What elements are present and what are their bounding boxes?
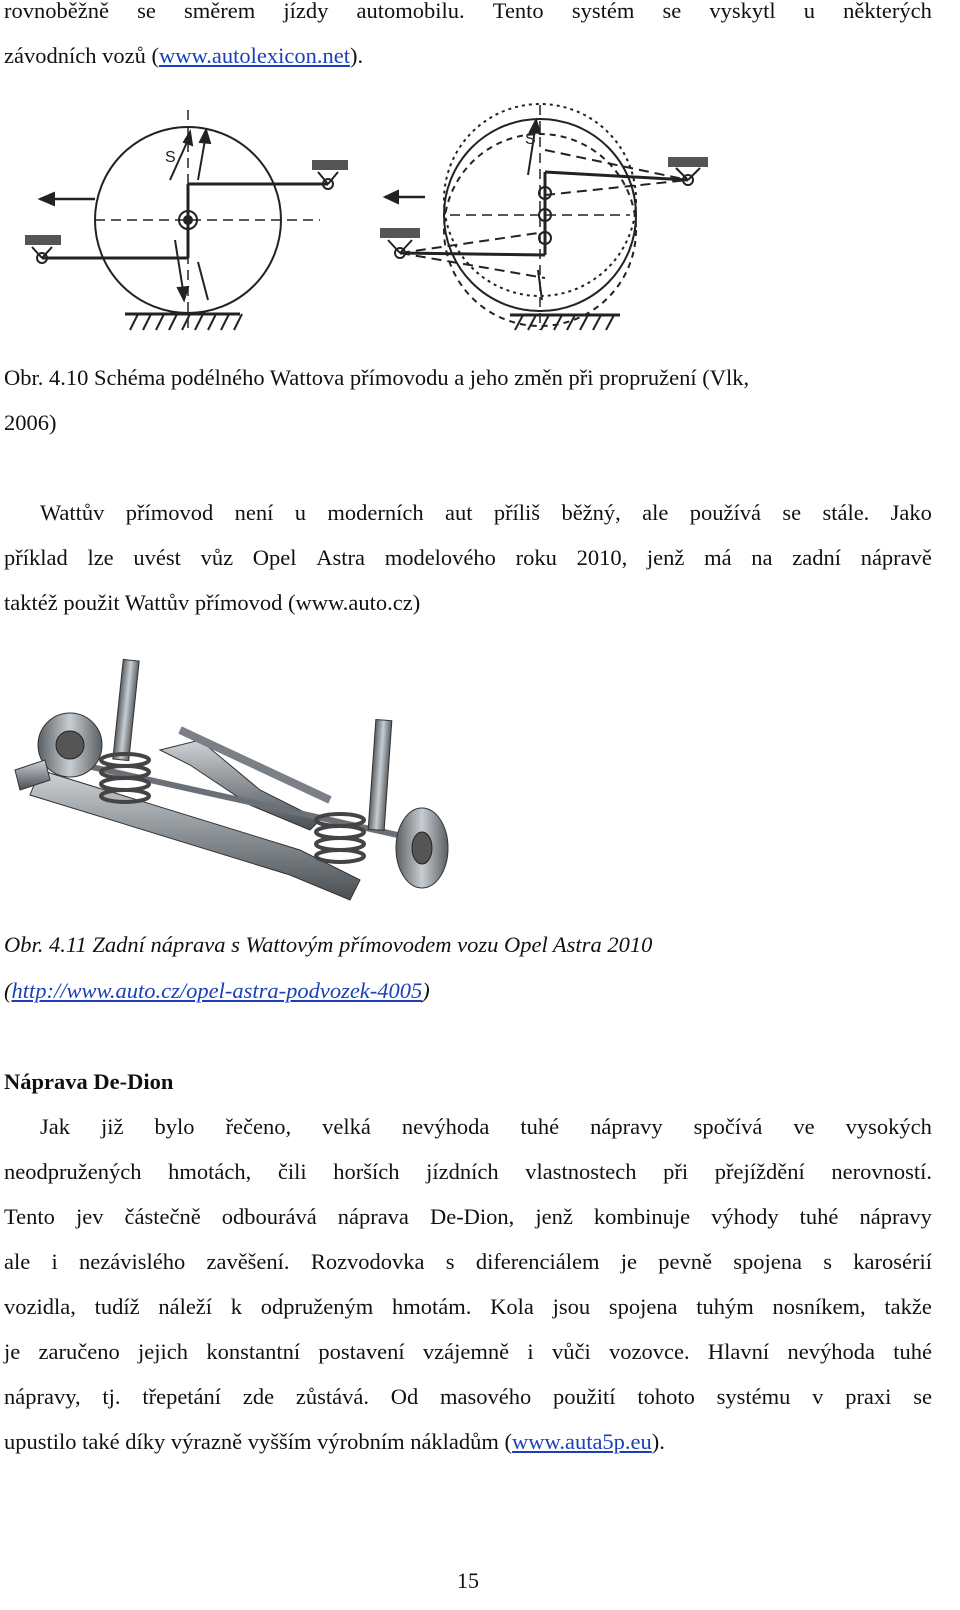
word: automobilu. [356,0,465,23]
word: konstantní [206,1339,301,1364]
page-number: 15 [457,1568,479,1593]
word: použití [553,1384,616,1409]
word: některých [843,0,932,23]
word: u [803,0,816,23]
word: náleží [158,1294,213,1319]
word: Astra [316,545,365,570]
word: tuhé [520,1114,560,1139]
word: nápravy [590,1114,663,1139]
word: ale [642,500,669,525]
word: zavěšení. [206,1249,290,1274]
autolexicon-link[interactable]: www.autolexicon.net [158,43,350,68]
word: přímovod [125,500,214,525]
watt-linkage-diagram [0,80,960,350]
word: praxi [845,1384,892,1409]
word: spojena [608,1294,678,1319]
word: používá [689,500,761,525]
section-last-text: upustilo také díky výrazně vyšším výrobním nákladům ( [4,1429,513,1454]
word: zaručeno [38,1339,120,1364]
word: třepetání [142,1384,222,1409]
word: se [782,500,802,525]
word: diferenciálem [475,1249,600,1274]
label-s-right: S [525,131,536,148]
word: systému [716,1384,791,1409]
section-line-2 [4,1157,932,1187]
word: spojena [733,1249,802,1274]
word: i [51,1249,58,1274]
word: Kola [490,1294,534,1319]
word: roku [515,545,557,570]
intro-line-1 [4,0,932,26]
word: tuhé [799,1204,839,1229]
word: vozidla, [4,1294,76,1319]
word: vzájemně [422,1339,510,1364]
word: čili [277,1159,307,1184]
word: příliš [493,500,541,525]
word: hmotám. [391,1294,472,1319]
word: ve [793,1114,815,1139]
word: ale [4,1249,31,1274]
word: nezávislého [79,1249,186,1274]
word: tj. [102,1384,121,1409]
word: nápravy [859,1204,932,1229]
word: náprava [337,1204,409,1229]
word: výhody [711,1204,779,1229]
word: Rozvodovka [310,1249,425,1274]
word: zde [242,1384,275,1409]
word: moderních [327,500,424,525]
section-line-8 [4,1427,932,1457]
word: nápravy, [4,1384,81,1409]
word: uvést [133,545,181,570]
word: masového [440,1384,532,1409]
word: již [101,1114,124,1139]
para1-line-2 [4,543,932,573]
word: lze [87,545,114,570]
section-line-5 [4,1292,932,1322]
word: Hlavní [707,1339,770,1364]
word: Wattův [40,500,105,525]
word: pevně [658,1249,712,1274]
word: velká [322,1114,371,1139]
word: má [704,545,732,570]
word: De-Dion, [429,1204,515,1229]
word: v [812,1384,824,1409]
intro-text-end: ). [349,43,364,68]
word: je [4,1339,21,1364]
word: tohoto [637,1384,695,1409]
word: spočívá [693,1114,763,1139]
word: kombinuje [593,1204,691,1229]
word: odbourává [221,1204,317,1229]
word: jízdních [426,1159,499,1184]
word: k [230,1294,243,1319]
word: přejíždění [714,1159,805,1184]
section-line-7 [4,1382,932,1412]
word: vůz [200,545,234,570]
word: Tento [492,0,544,23]
word: běžný, [561,500,621,525]
word: nevýhoda [401,1114,490,1139]
word: takže [884,1294,932,1319]
intro-text: závodních vozů ( [4,43,159,68]
word: není [234,500,274,525]
word: neodpružených [4,1159,142,1184]
word: bylo [154,1114,195,1139]
word: aut [444,500,473,525]
word: jenž [535,1204,573,1229]
word: stále. [822,500,870,525]
word: tuhé [893,1339,932,1364]
word: jsou [552,1294,591,1319]
word: řečeno, [225,1114,292,1139]
word: horších [333,1159,400,1184]
opel-astra-rear-axle-image [0,650,470,910]
word: vozovce. [609,1339,690,1364]
figure2-caption-line-2 [4,976,932,1006]
word: jejich [138,1339,189,1364]
word: na [751,545,773,570]
word: Opel [252,545,297,570]
word: vůči [551,1339,591,1364]
word: i [527,1339,534,1364]
label-s-left: S [165,149,176,166]
word: nosníkem, [772,1294,866,1319]
caption-paren-open: ( [4,978,12,1003]
word: hmotách, [168,1159,252,1184]
word: u [294,500,307,525]
word: nerovností. [831,1159,932,1184]
word: modelového [384,545,496,570]
word: se [662,0,682,23]
word: rovnoběžně [4,0,109,23]
para1-line-3: taktéž použit Wattův přímovod (www.auto.cz) [4,590,421,615]
figure1-caption-line-2: 2006) [4,410,57,435]
word: Tento [4,1204,55,1229]
intro-line-2 [4,41,932,71]
word: Jako [890,500,932,525]
word: jenž [646,545,685,570]
word: postavení [318,1339,405,1364]
section-line-1 [40,1112,932,1142]
word: odpruženým [260,1294,374,1319]
word: směrem [183,0,256,23]
word: příklad [4,545,68,570]
section-heading: Náprava De-Dion [4,1069,174,1094]
word: karosérií [853,1249,932,1274]
section-line-6 [4,1337,932,1367]
word: s [823,1249,832,1274]
auto-cz-link[interactable]: http://www.auto.cz/opel-astra-podvozek-4005 [11,978,423,1003]
word: jízdy [283,0,329,23]
word: Od [390,1384,419,1409]
word: se [137,0,156,23]
word: vlastnostech [525,1159,637,1184]
figure2-caption-line-1: Obr. 4.11 Zadní náprava s Wattovým přímovodem vozu Opel Astra 2010 [4,932,653,957]
word: částečně [124,1204,201,1229]
word: Jak [40,1114,70,1139]
word: vysokých [845,1114,932,1139]
word: nápravě [860,545,932,570]
auta5p-link[interactable]: www.auta5p.eu [512,1429,652,1454]
word: tudíž [94,1294,140,1319]
word: se [913,1384,932,1409]
word: s [445,1249,455,1274]
word: nevýhoda [787,1339,875,1364]
word: zadní [792,545,841,570]
word: tuhým [696,1294,754,1319]
section-line-3 [4,1202,932,1232]
para1-line-1 [40,498,932,528]
word: systém [571,0,635,23]
word: je [620,1249,637,1274]
section-line-4 [4,1247,932,1277]
caption-paren-close: ) [422,978,430,1003]
word: zůstává. [295,1384,369,1409]
word: vyskytl [709,0,776,23]
section-last-end: ). [651,1429,665,1454]
word: 2010, [576,545,628,570]
word: jev [75,1204,104,1229]
word: při [663,1159,689,1184]
figure1-caption-line-1: Obr. 4.10 Schéma podélného Wattova přímovodu a jeho změn při propružení (Vlk, [4,365,750,390]
